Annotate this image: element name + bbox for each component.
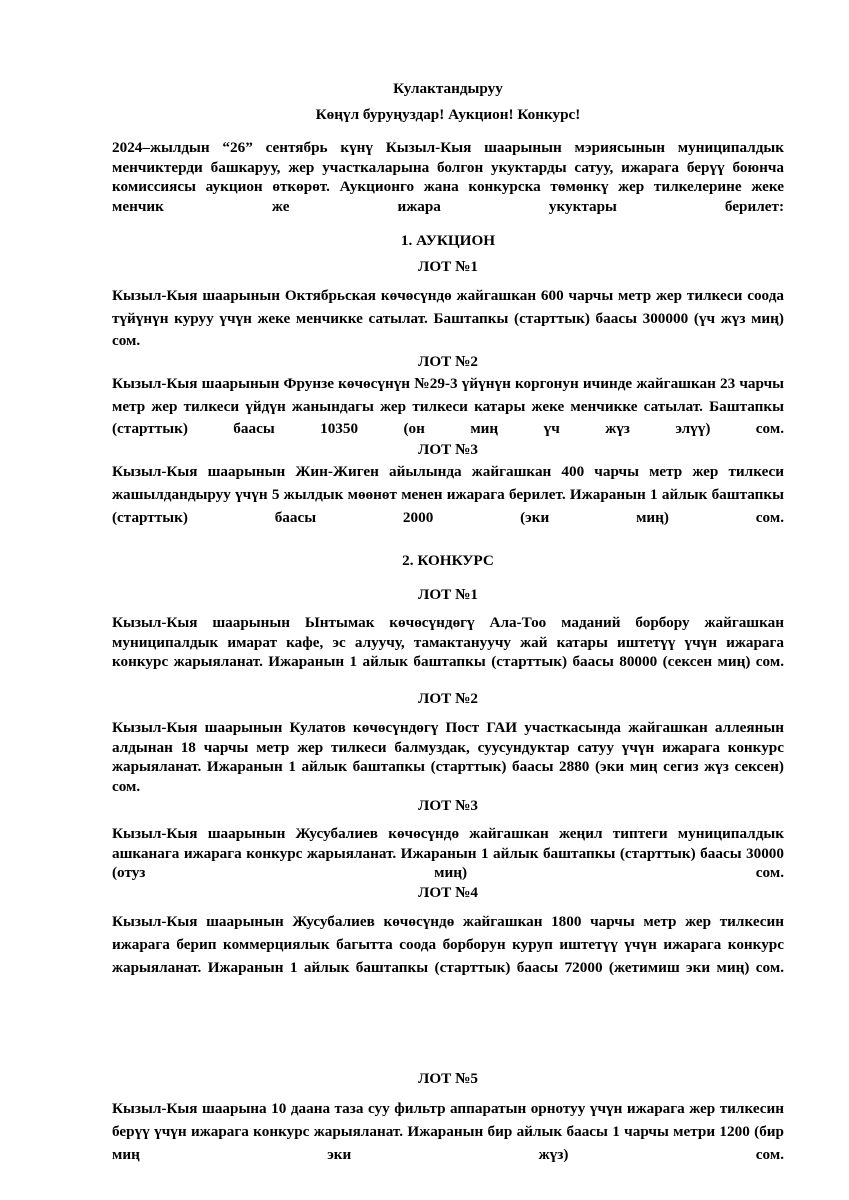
notice-title: Кулактандыруу — [393, 80, 503, 97]
contest-lot-3-title: ЛОТ №3 — [418, 797, 478, 814]
contest-lot-5-text: Кызыл-Кыя шаарына 10 даана таза суу фильтр аппаратын орнотуу үчүн ижарага жер тилкесин берүү үчүн ижарага конкурс жарыяланат. Ижаранын бир айлык баасы 1 чарчы метри 1200 (бир миң эки жүз) сом. — [112, 1100, 784, 1163]
contest-lot-4-text: Кызыл-Кыя шаарынын Жусубалиев көчөсүндө жайгашкан 1800 чарчы метр жер тилкесин ижарага берип коммерциялык багытта соода борборун куруп иштетүү үчүн ижарага конкурс жарыяланат. Ижаранын 1 айлык баштапкы (старттык) баасы 72000 (жетимиш эки миң) сом. — [112, 913, 784, 976]
auction-lot-3-title: ЛОТ №3 — [418, 441, 478, 458]
auction-lot-2-title: ЛОТ №2 — [418, 353, 478, 370]
contest-lot-2-text: Кызыл-Кыя шаарынын Кулатов көчөсүндөгү Пост ГАИ участкасында жайгашкан аллеянын алдынан 18 чарчы метр жер тилкеси балмуздак, суусундуктар сатуу үчүн ижарага конкурс жарыяланат. Ижаранын 1 айлык баштапкы (старттык) баасы 2880 (эки миң сегиз жүз сексен) сом. — [112, 719, 784, 795]
contest-lot-3-text: Кызыл-Кыя шаарынын Жусубалиев көчөсүндө жайгашкан жеңил типтеги муниципалдык ашканага ижарага конкурс жарыяланат. Ижаранын 1 айлык баштапкы (старттык) баасы 30000 (отуз миң) сом. — [112, 825, 784, 881]
contest-lot-1-text: Кызыл-Кыя шаарынын Ынтымак көчөсүндөгү Ала-Тоо маданий борбору жайгашкан муниципалдык имарат кафе, эс алуучу, тамактануучу жай катары иштетүү үчүн ижарага конкурс жарыяланат. Ижаранын 1 айлык баштапкы (старттык) баасы 80000 (сексен миң) сом. — [112, 614, 784, 670]
auction-lot-2-text: Кызыл-Кыя шаарынын Фрунзе көчөсүнүн №29-3 үйүнүн коргонун ичинде жайгашкан 23 чарчы метр жер тилкеси үйдүн жанындагы жер тилкеси катары жеке менчикке сатылат. Баштапкы (старттык) баасы 10350 (он миң үч жүз элүү) сом. — [112, 375, 784, 437]
auction-heading: 1. АУКЦИОН — [400, 232, 496, 249]
auction-lot-1-title: ЛОТ №1 — [418, 258, 478, 275]
auction-lot-3-text: Кызыл-Кыя шаарынын Жин-Жиген айылында жайгашкан 400 чарчы метр жер тилкеси жашылдандыруу үчүн 5 жылдык мөөнөт менен ижарага берилет. Ижаранын 1 айлык баштапкы (старттык) баасы 2000 (эки миң) сом. — [112, 463, 784, 526]
auction-lot-1-text: Кызыл-Кыя шаарынын Октябрьская көчөсүндө жайгашкан 600 чарчы метр жер тилкеси соода түйүнүн куруу үчүн жеке менчикке сатылат. Баштапкы (старттык) баасы 300000 (үч жүз миң) сом. — [112, 287, 784, 349]
contest-lot-1-title: ЛОТ №1 — [418, 586, 478, 603]
contest-lot-5-title: ЛОТ №5 — [418, 1070, 478, 1087]
contest-heading: 2. КОНКУРС — [402, 552, 494, 569]
notice-subtitle: Көңүл буруңуздар! Аукцион! Конкурс! — [315, 106, 581, 123]
contest-lot-2-title: ЛОТ №2 — [418, 690, 478, 707]
contest-lot-4-title: ЛОТ №4 — [418, 884, 478, 901]
notice-intro: 2024–жылдын “26” сентябрь күнү Кызыл-Кыя шаарынын мэриясынын муниципалдык менчиктерди башкаруу, жер участкаларына болгон укуктарды сатуу, ижарага берүү боюнча комиссиясы аукцион өткөрөт. Аукционго жана конкурска төмөнкү жер тилкелерине жеке менчик же ижара укуктары берилет: — [112, 139, 784, 215]
